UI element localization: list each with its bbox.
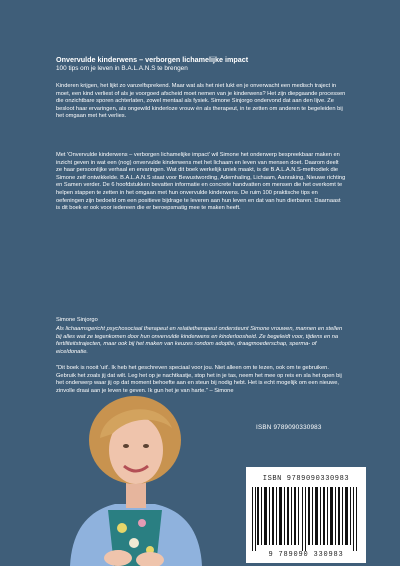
method-paragraph: Met 'Onvervulde kinderwens – verborgen lichamelijke impact' wil Simone het onderwerp bespreekbaar maken en inzicht geven in wat een (nog) onvervulde kinderwens met het lichaam en leven van mensen doet. Daarom deelt ze haar persoonlijke verhaal en ervaringen. Wat dit boek werkelijk uniek maakt, is de B.A.L.A.N.S-methodiek die Simone zelf ontwikkelde. B.A.L.A.N.S staat voor Bewustwording, Ademhaling, Lichaam, Aanraking, Nieuwe richting en Samen verder. De 6 hoofdstukken bevatten informatie en concrete handvatten om mensen die het overkomt te helpen stappen te zetten in het omgaan met hun onvervulde kinderwens. De ruim 100 praktische tips en oefeningen zijn bedoeld om een positieve bijdrage te leveren aan hun leven en dat van hun dierbaren. Daarnaast is dit boek er ook voor iedereen die er beroepsmatig mee te maken heeft. [56, 152, 346, 212]
author-bio: Als lichaamsgericht psychosociaal therapeut en relatietherapeut ondersteunt Simone vrouwen, mannen en stellen bij alles wat ze tegenkomen door hun onvervulde kinderwens en kinderloosheid. Ze begeleidt voor, tijdens en na fertiliteitstrajecten, maar ook bij het maken van keuzes rondom adoptie, draagmoederschap, sperma- of eiceldonatie. [56, 326, 343, 355]
barcode-bottom-text: 9 789090 330983 [268, 551, 344, 559]
author-name: Simone Sinjorgo [56, 317, 98, 323]
book-subtitle: 100 tips om je leven in B.A.L.A.N.S te brengen [56, 65, 188, 72]
author-quote: "Dit boek is nooit 'uit'. Ik heb het geschreven speciaal voor jou. Niet alleen om te lezen, ook om te gebruiken. Gebruik het zoals jij dat wilt. Leg het op je nachtkastje, stop het in je tas, neem het mee op reis en sla het open bij het onderwerp waar jij op dat moment behoefte aan en steun bij nodig hebt. Het is echt mogelijk om een nieuwe, zinvolle draai aan je leven te geven. Ik gun het je van harte." – Simone [56, 365, 342, 394]
barcode-bars [252, 487, 360, 551]
book-title: Onvervulde kinderwens – verborgen lichamelijke impact [56, 55, 249, 64]
author-photo [60, 378, 210, 566]
barcode-top-text: ISBN 9789090330983 [262, 475, 350, 483]
intro-paragraph: Kinderen krijgen, het lijkt zo vanzelfsprekend. Maar wat als het niet lukt en je onverwacht een medisch traject in moet, een kind verliest of als je voorgoed afscheid moet nemen van je kinderwens? Het zijn diepgaande processen die onzichtbare sporen achterlaten, zowel mentaal als fysiek. Simone Sinjorgo ondervond dat aan den lijve. Ze besloot haar ervaringen, als ongewild kinderloze vrouw én als therapeut, in te zetten om anderen te begeleiden bij het omgaan met het verlies. [56, 83, 346, 120]
isbn-label: ISBN 9789090330983 [256, 424, 322, 431]
isbn-barcode [246, 467, 366, 563]
